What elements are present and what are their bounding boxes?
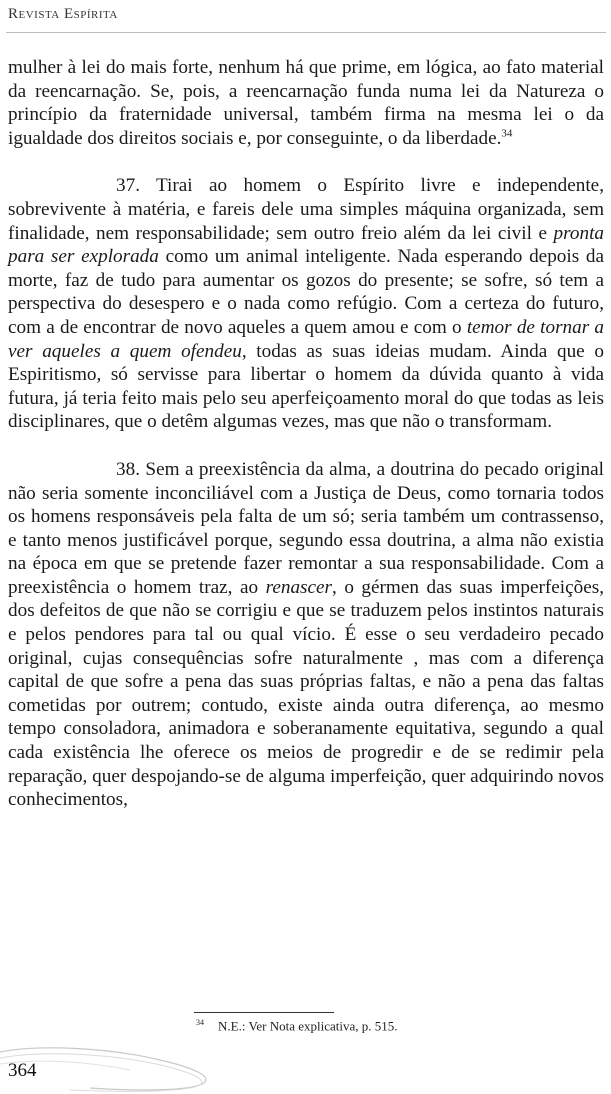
footnote-reference: 34 — [501, 127, 513, 140]
italic-phrase: renascer — [265, 576, 333, 598]
paragraph-38 — [8, 458, 604, 812]
paragraph-text: , o gérmen das suas imperfeições, dos defeitos de que não se corrigiu e que se traduzem pelos instintos naturais e pelos pendores para tal ou qual vício. É esse o seu verdadeiro pecado original, cujas consequências sofre naturalmente , mas com a diferença capital de que sofre a pena das suas próprias faltas, e não a pena das faltas cometidas por outrem; contudo, existe ainda outra diferença, ao mesmo tempo consoladora, animadora e soberanamente equitativa, segundo a qual cada existência lhe oferece os meios de progredir e de se redimir pela reparação, quer despojando-se de alguma imperfeição, quer adquirindo novos conhecimentos, — [8, 576, 604, 811]
paragraph-text: mulher à lei do mais forte, nenhum há que prime, em lógica, ao fato material da reencarnação. Se, pois, a reencarnação funda numa lei da Natureza o princípio da fraternidade universal, também firma na mesma lei o da igualdade dos direitos sociais e, por conseguinte, o da liberdade. — [8, 57, 604, 149]
footnote-number: 34 — [196, 1018, 204, 1027]
page-number: 364 — [8, 1060, 37, 1081]
footnote-text: N.E.: Ver Nota explicativa, p. 515. — [218, 1018, 398, 1034]
paragraph-text: 38. Sem a preexistência da alma, a doutrina do pecado original não seria somente inconciliável com a Justiça de Deus, como tornaria todos os homens responsáveis pela falta de um só; seria também um contrassenso, e tanto menos justificável porque, segundo essa doutrina, a alma não existia na época em que se pretende fazer remontar a sua responsabilidade. Com a preexistência o homem traz, ao — [8, 458, 604, 598]
header-rule — [6, 32, 606, 33]
italic-phrase: temor de tornar a ver aqueles a quem ofendeu — [8, 316, 605, 362]
footnote-rule — [194, 1012, 334, 1013]
paragraph-text: como um animal inteligente. Nada esperando depois da morte, faz de tudo para aumentar os gozos do presente; se sofre, só tem a perspectiva do desespero e o nada como refúgio. Com a certeza do futuro, com a de encontrar de novo aqueles a quem amou e com o — [8, 246, 604, 338]
italic-phrase: pronta para ser explorada — [8, 222, 604, 268]
paragraph-text: , todas as suas ideias mudam. Ainda que o Espiritismo, só servisse para libertar o homem da dúvida quanto à vida futura, já teria feito mais pelo seu aperfeiçoamento moral do que todas as leis disciplinares, que o detêm algumas vezes, mas que não o transformam. — [8, 340, 604, 433]
running-header: Revista Espírita — [8, 6, 118, 22]
footnote — [196, 1018, 398, 1034]
body-text — [8, 56, 604, 812]
paragraph-text: 37. Tirai ao homem o Espírito livre e independente, sobrevivente à matéria, e fareis dele uma simples máquina organizada, sem finalidade, nem responsabilidade; sem outro freio além da lei civil e — [8, 175, 604, 244]
paragraph-continuation — [8, 56, 604, 150]
paragraph-37 — [8, 174, 604, 434]
